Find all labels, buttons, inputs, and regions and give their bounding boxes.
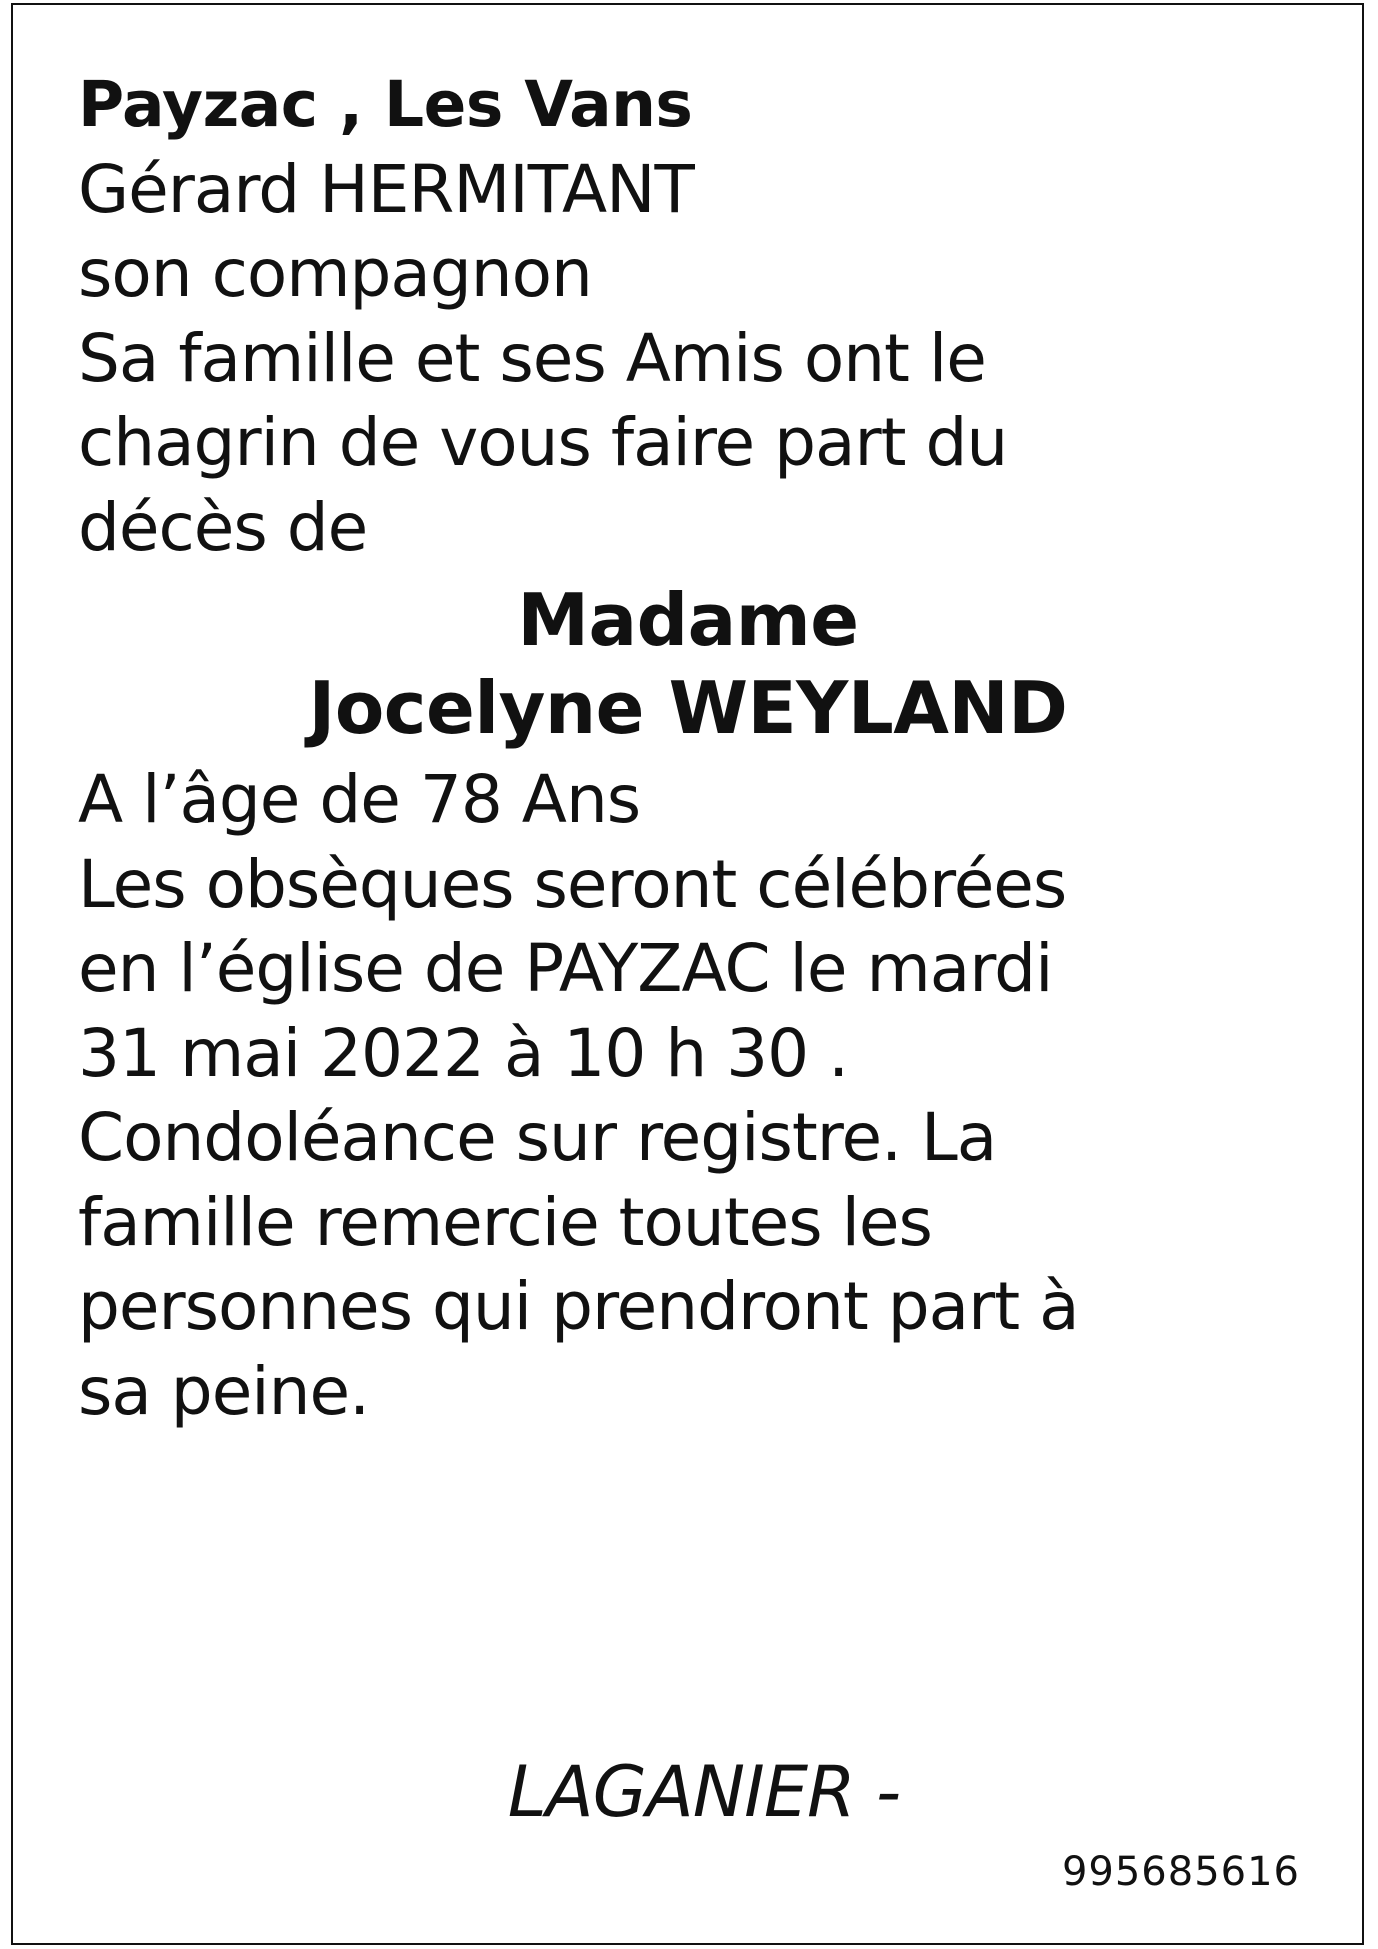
- body-line: 31 mai 2022 à 10 h 30 .: [78, 1014, 849, 1092]
- intro-line: Gérard HERMITANT: [78, 150, 694, 228]
- intro-block: [78, 148, 1318, 571]
- body-line: en l’église de PAYZAC le mardi: [78, 930, 1053, 1007]
- notice-content: [78, 63, 1318, 1434]
- body-line: famille remercie toutes les: [78, 1183, 932, 1261]
- intro-line: chagrin de vous faire part du: [78, 404, 1008, 481]
- body-block: [78, 758, 1318, 1434]
- body-line: sa peine.: [78, 1352, 370, 1430]
- notice-heading: Payzac , Les Vans: [78, 68, 693, 141]
- deceased-name: Jocelyne WEYLAND: [308, 666, 1068, 750]
- reference-number: 995685616: [1061, 1849, 1300, 1895]
- body-line: Condoléance sur registre. La: [78, 1099, 997, 1176]
- intro-line: son compagnon: [78, 235, 592, 312]
- body-line: A l’âge de 78 Ans: [78, 761, 641, 838]
- intro-line: décès de: [78, 488, 368, 566]
- deceased-title: Madame: [517, 578, 859, 662]
- funeral-home-signature: LAGANIER -: [507, 1751, 901, 1833]
- body-line: Les obsèques seront célébrées: [78, 845, 1067, 923]
- body-line: personnes qui prendront part à: [78, 1268, 1079, 1345]
- deceased-name-block: [78, 576, 1298, 752]
- intro-line: Sa famille et ses Amis ont le: [78, 319, 986, 397]
